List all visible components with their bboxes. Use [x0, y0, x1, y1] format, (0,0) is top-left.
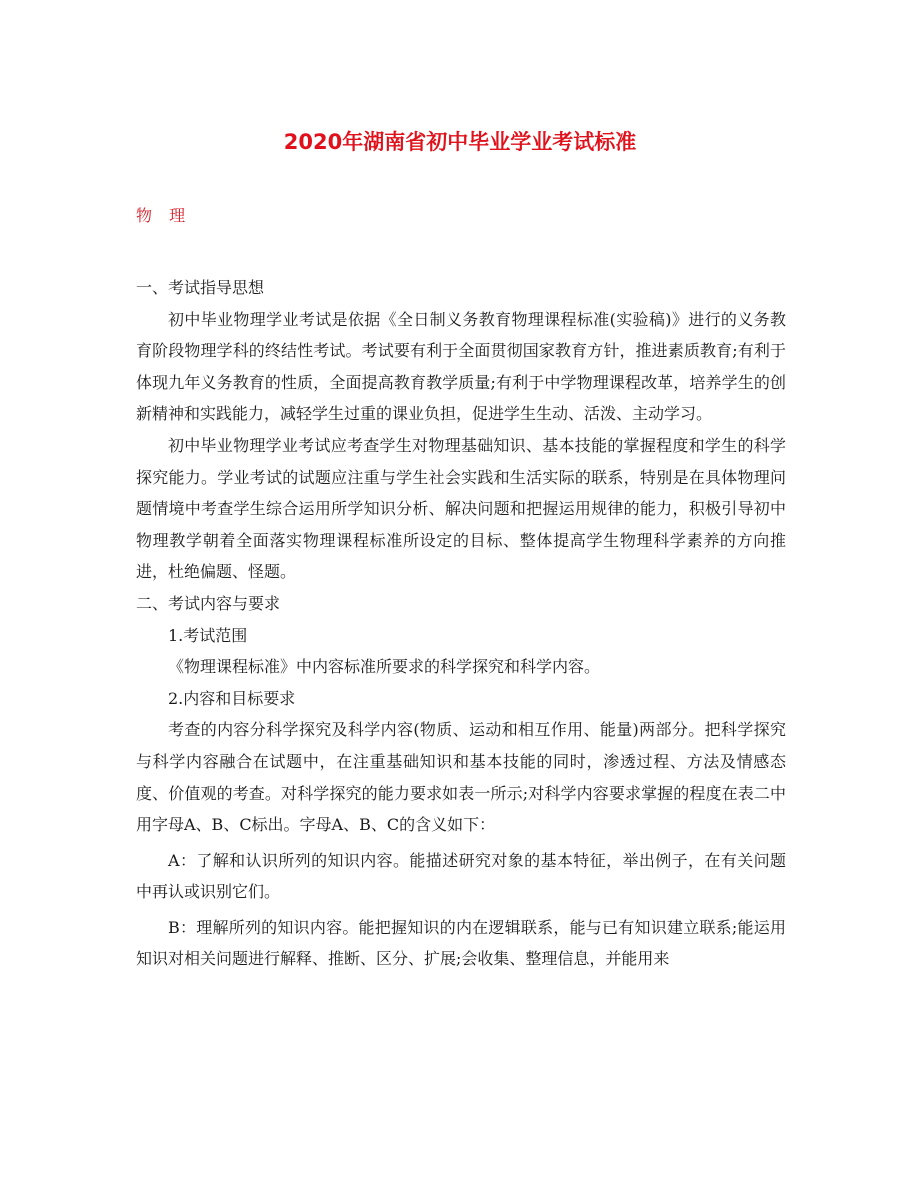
paragraph: 初中毕业物理学业考试是依据《全日制义务教育物理课程标准(实验稿)》进行的义务教育阶段物理学科的终结性考试。考试要有利于全面贯彻国家教育方针，推进素质教育;有利于体现九年义务教育的性质，全面提高教育教学质量;有利于中学物理课程改革，培养学生的创新精神和实践能力，减轻学生过重的课业负担，促进学生生动、活泼、主动学习。: [136, 309, 786, 424]
subject-label: 物 理: [136, 206, 192, 225]
section-heading-1: 一、考试指导思想: [136, 278, 265, 297]
level-a-definition: A：了解和认识所列的知识内容。能描述研究对象的基本特征，举出例子，在有关问题中再认或识别它们。: [136, 850, 786, 902]
subsection-heading: 1.考试范围: [168, 625, 248, 645]
paragraph: 初中毕业物理学业考试应考查学生对物理基础知识、基本技能的掌握程度和学生的科学探究能力。学业考试的试题应注重与学生社会实践和生活实际的联系，特别是在具体物理问题情境中考查学生综合运用所学知识分析、解决问题和把握运用规律的能力，积极引导初中物理教学朝着全面落实物理课程标准所设定的目标、整体提高学生物理科学素养的方向推进，杜绝偏题、怪题。: [136, 435, 786, 582]
subsection-heading: 2.内容和目标要求: [168, 688, 296, 708]
paragraph: 考查的内容分科学探究及科学内容(物质、运动和相互作用、能量)两部分。把科学探究与科学内容融合在试题中，在注重基础知识和基本技能的同时，渗透过程、方法及情感态度、价值观的考查。对科学探究的能力要求如表一所示;对科学内容要求掌握的程度在表二中用字母A、B、C标出。字母A、B、C的含义如下：: [136, 720, 786, 835]
document-title: 2020年湖南省初中毕业学业考试标准: [283, 130, 637, 154]
level-b-definition: B：理解所列的知识内容。能把握知识的内在逻辑联系，能与已有知识建立联系;能运用知识对相关问题进行解释、推断、区分、扩展;会收集、整理信息，并能用来: [136, 917, 786, 969]
document-body: [136, 272, 786, 975]
paragraph: 《物理课程标准》中内容标准所要求的科学探究和科学内容。: [168, 657, 601, 677]
section-heading-2: 二、考试内容与要求: [136, 593, 281, 613]
